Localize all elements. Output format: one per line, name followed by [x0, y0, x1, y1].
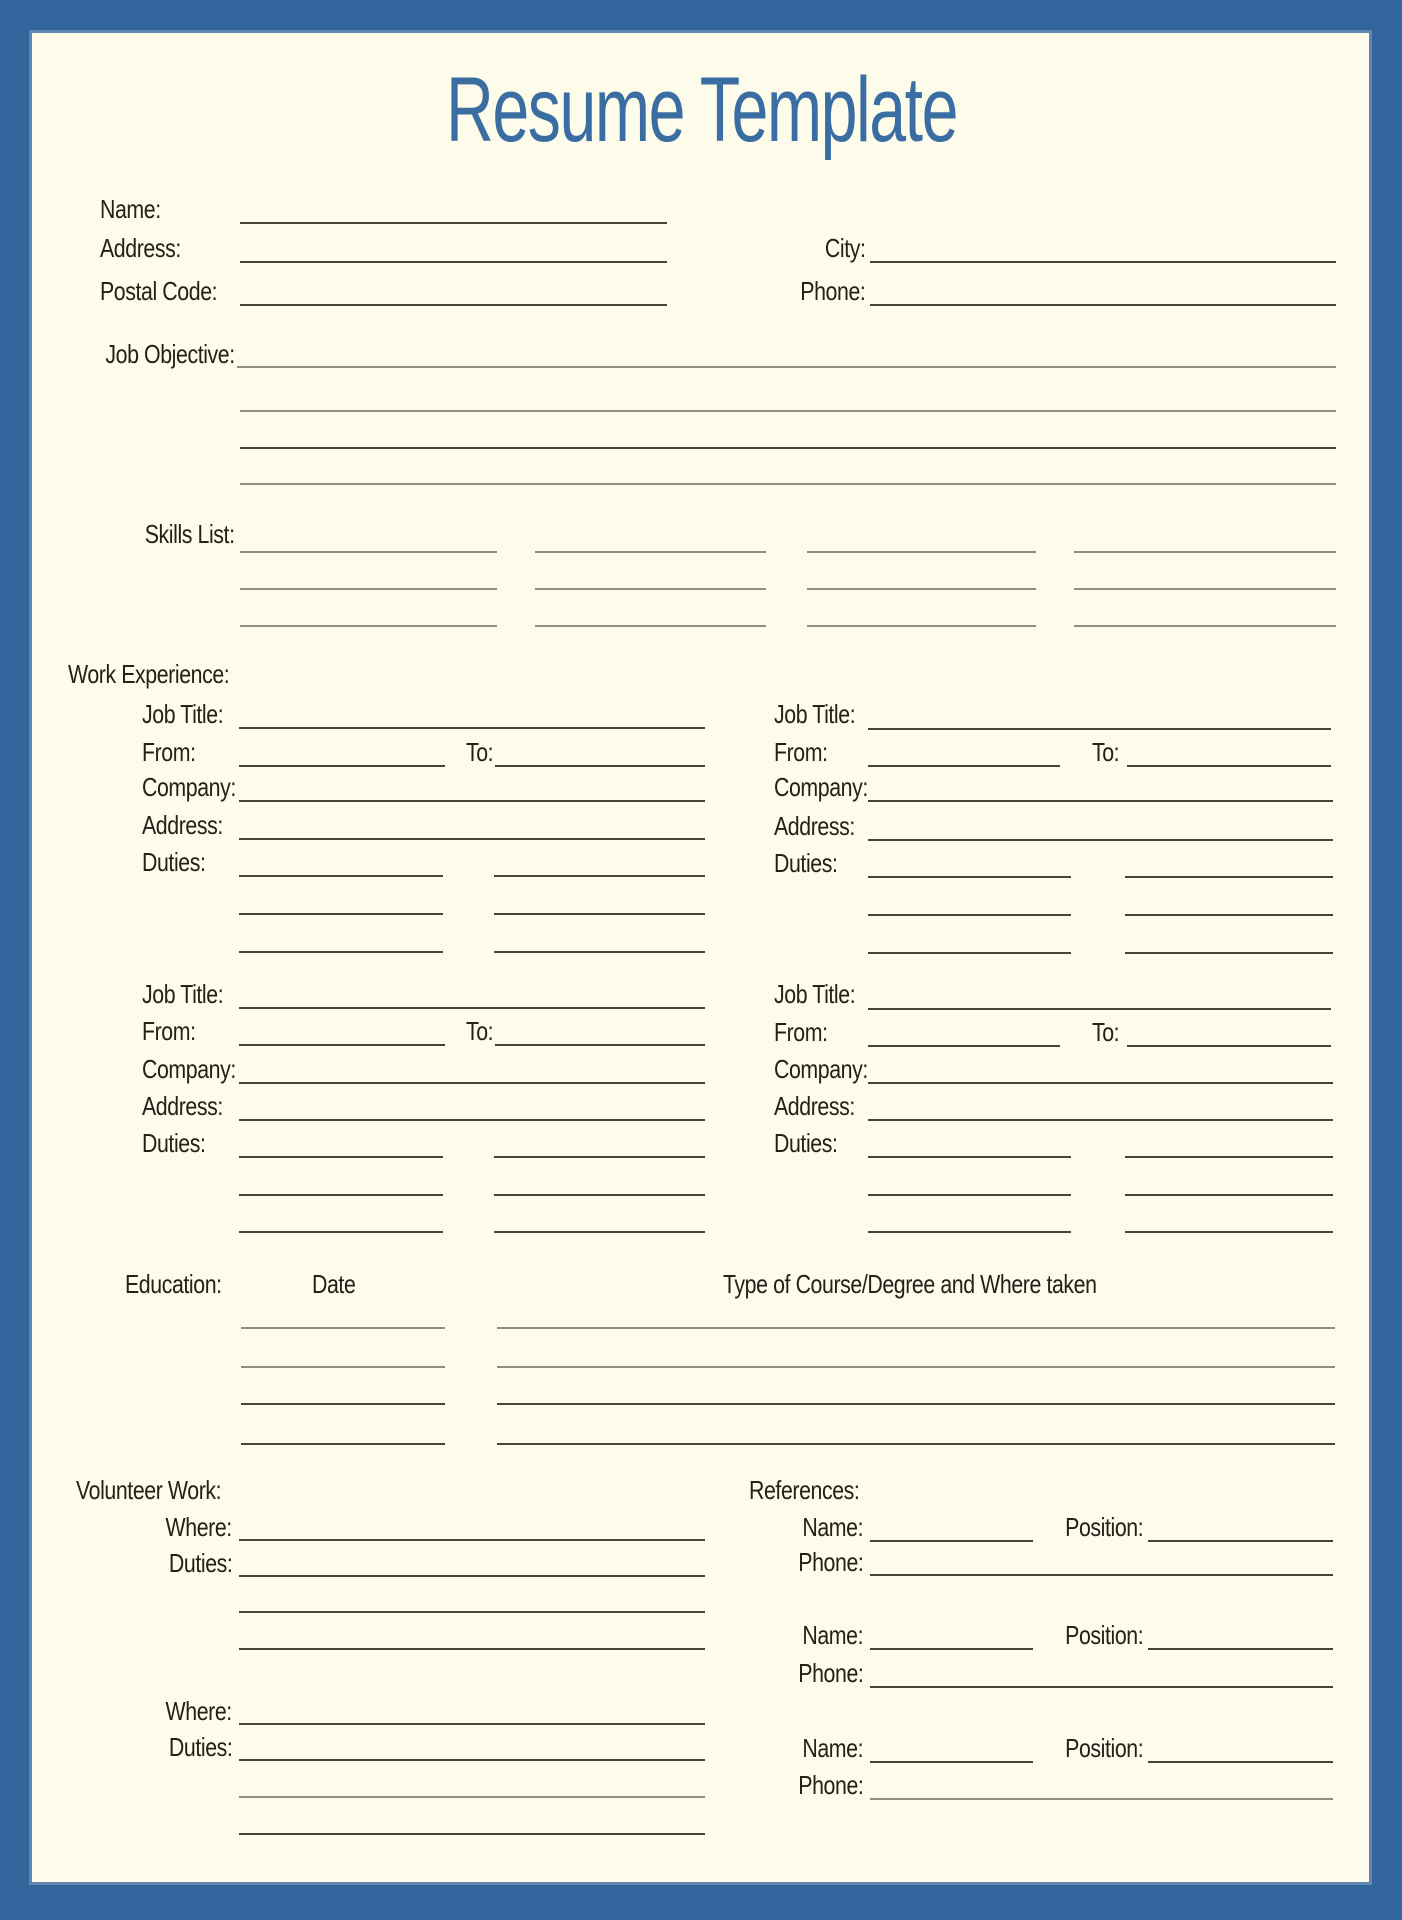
education-course-line	[497, 1443, 1335, 1445]
job-title-line	[868, 728, 1331, 730]
skills-line	[1074, 588, 1336, 590]
phone-label: Phone:	[799, 276, 865, 306]
skills-line	[1074, 551, 1336, 553]
reference-position-line	[1148, 1648, 1333, 1650]
company-label: Company:	[774, 772, 868, 802]
duties-line	[494, 951, 705, 953]
company-line	[868, 800, 1333, 802]
address-label: Address:	[142, 1091, 223, 1121]
education-course-line	[497, 1366, 1335, 1368]
job-title-label: Job Title:	[774, 699, 856, 729]
address-line	[240, 261, 667, 263]
company-line	[239, 1082, 705, 1084]
duties-line	[494, 1156, 705, 1158]
reference-phone-label: Phone:	[797, 1658, 863, 1688]
skills-line	[240, 588, 497, 590]
skills-line	[535, 551, 766, 553]
page-title: Resume Template	[445, 59, 958, 161]
skills-line	[535, 588, 766, 590]
job-title-label: Job Title:	[774, 979, 856, 1009]
to-label: To:	[1091, 1017, 1119, 1047]
references-heading: References:	[749, 1475, 860, 1505]
duties-label: Duties:	[168, 1548, 232, 1578]
duties-line	[239, 951, 443, 953]
duties-line	[1125, 1156, 1333, 1158]
duties-line	[239, 1194, 443, 1196]
objective-line	[237, 366, 1336, 368]
address-label: Address:	[142, 810, 223, 840]
phone-line	[870, 304, 1336, 306]
duties-line	[868, 1156, 1071, 1158]
duties-line	[494, 875, 705, 877]
objective-line	[240, 447, 1336, 449]
reference-phone-label: Phone:	[797, 1547, 863, 1577]
from-label: From:	[142, 737, 196, 767]
duties-line	[1125, 876, 1333, 878]
from-line	[239, 1044, 445, 1046]
skills-line	[807, 588, 1036, 590]
duties-line	[1125, 952, 1333, 954]
to-label: To:	[465, 1016, 493, 1046]
duties-line	[494, 1231, 705, 1233]
address-label: Address:	[774, 1091, 855, 1121]
address-line	[239, 838, 705, 840]
city-label: City:	[824, 233, 865, 263]
reference-position-label: Position:	[1064, 1512, 1143, 1542]
volunteer-duties-line	[239, 1575, 705, 1577]
education-date-line	[241, 1403, 445, 1405]
volunteer-work-heading: Volunteer Work:	[76, 1475, 222, 1505]
volunteer-where-line	[239, 1723, 705, 1725]
reference-name-label: Name:	[802, 1620, 863, 1650]
from-line	[239, 765, 445, 767]
from-label: From:	[774, 1017, 828, 1047]
duties-line	[868, 1194, 1071, 1196]
city-line	[870, 261, 1336, 263]
company-line	[239, 800, 705, 802]
reference-name-line	[870, 1540, 1033, 1542]
reference-position-line	[1148, 1761, 1333, 1763]
name-line	[240, 222, 667, 224]
skills-line	[807, 625, 1036, 627]
volunteer-duties-line	[239, 1759, 705, 1761]
duties-line	[868, 952, 1071, 954]
education-course-header: Type of Course/Degree and Where taken	[723, 1269, 1097, 1299]
from-line	[868, 765, 1060, 767]
education-course-line	[497, 1327, 1335, 1329]
education-date-line	[241, 1443, 445, 1445]
reference-phone-label: Phone:	[797, 1770, 863, 1800]
skills-line	[1074, 625, 1336, 627]
duties-label: Duties:	[774, 1128, 838, 1158]
duties-line	[494, 1194, 705, 1196]
postal-code-line	[240, 304, 667, 306]
duties-line	[239, 875, 443, 877]
postal-code-label: Postal Code:	[100, 276, 218, 306]
job-objective-label: Job Objective:	[105, 339, 235, 369]
education-date-header: Date	[312, 1269, 356, 1299]
reference-phone-line	[870, 1686, 1333, 1688]
skills-line	[240, 625, 497, 627]
skills-line	[240, 551, 497, 553]
reference-phone-line	[870, 1798, 1333, 1800]
address-line	[868, 1119, 1333, 1121]
duties-label: Duties:	[142, 847, 206, 877]
duties-line	[1125, 914, 1333, 916]
duties-label: Duties:	[168, 1732, 232, 1762]
skills-list-label: Skills List:	[145, 519, 235, 549]
duties-line	[494, 913, 705, 915]
duties-line	[1125, 1194, 1333, 1196]
from-label: From:	[774, 737, 828, 767]
work-experience-heading: Work Experience:	[68, 659, 230, 689]
education-date-line	[241, 1327, 445, 1329]
paper-sheet	[32, 33, 1369, 1882]
job-title-line	[868, 1008, 1331, 1010]
to-line	[1127, 765, 1331, 767]
objective-line	[240, 410, 1336, 412]
to-line	[1127, 1045, 1331, 1047]
duties-line	[239, 1231, 443, 1233]
skills-line	[807, 551, 1036, 553]
reference-position-label: Position:	[1064, 1620, 1143, 1650]
company-label: Company:	[142, 1054, 236, 1084]
volunteer-duties-line	[239, 1833, 705, 1835]
reference-name-label: Name:	[802, 1733, 863, 1763]
objective-line	[240, 483, 1336, 485]
volunteer-where-line	[239, 1539, 705, 1541]
to-label: To:	[1091, 737, 1119, 767]
duties-line	[868, 914, 1071, 916]
reference-phone-line	[870, 1574, 1333, 1576]
where-label: Where:	[165, 1512, 232, 1542]
skills-line	[535, 625, 766, 627]
reference-name-line	[870, 1761, 1033, 1763]
duties-line	[239, 913, 443, 915]
duties-label: Duties:	[142, 1128, 206, 1158]
where-label: Where:	[165, 1696, 232, 1726]
address-label: Address:	[774, 811, 855, 841]
education-course-line	[497, 1403, 1335, 1405]
reference-name-label: Name:	[802, 1512, 863, 1542]
to-label: To:	[465, 737, 493, 767]
job-title-line	[239, 1007, 705, 1009]
volunteer-duties-line	[239, 1611, 705, 1613]
volunteer-duties-line	[239, 1796, 705, 1798]
job-title-label: Job Title:	[142, 979, 224, 1009]
education-label: Education:	[125, 1269, 222, 1299]
address-line	[868, 839, 1333, 841]
job-title-label: Job Title:	[142, 699, 224, 729]
company-line	[868, 1082, 1333, 1084]
duties-line	[1125, 1231, 1333, 1233]
duties-line	[868, 876, 1071, 878]
reference-position-label: Position:	[1064, 1733, 1143, 1763]
address-line	[239, 1119, 705, 1121]
company-label: Company:	[774, 1054, 868, 1084]
company-label: Company:	[142, 772, 236, 802]
to-line	[495, 765, 705, 767]
duties-line	[239, 1156, 443, 1158]
education-date-line	[241, 1366, 445, 1368]
reference-name-line	[870, 1648, 1033, 1650]
from-line	[868, 1045, 1060, 1047]
duties-label: Duties:	[774, 848, 838, 878]
to-line	[495, 1044, 705, 1046]
job-title-line	[239, 727, 705, 729]
duties-line	[868, 1231, 1071, 1233]
reference-position-line	[1148, 1540, 1333, 1542]
name-label: Name:	[100, 194, 161, 224]
from-label: From:	[142, 1016, 196, 1046]
address-label: Address:	[100, 233, 181, 263]
volunteer-duties-line	[239, 1648, 705, 1650]
